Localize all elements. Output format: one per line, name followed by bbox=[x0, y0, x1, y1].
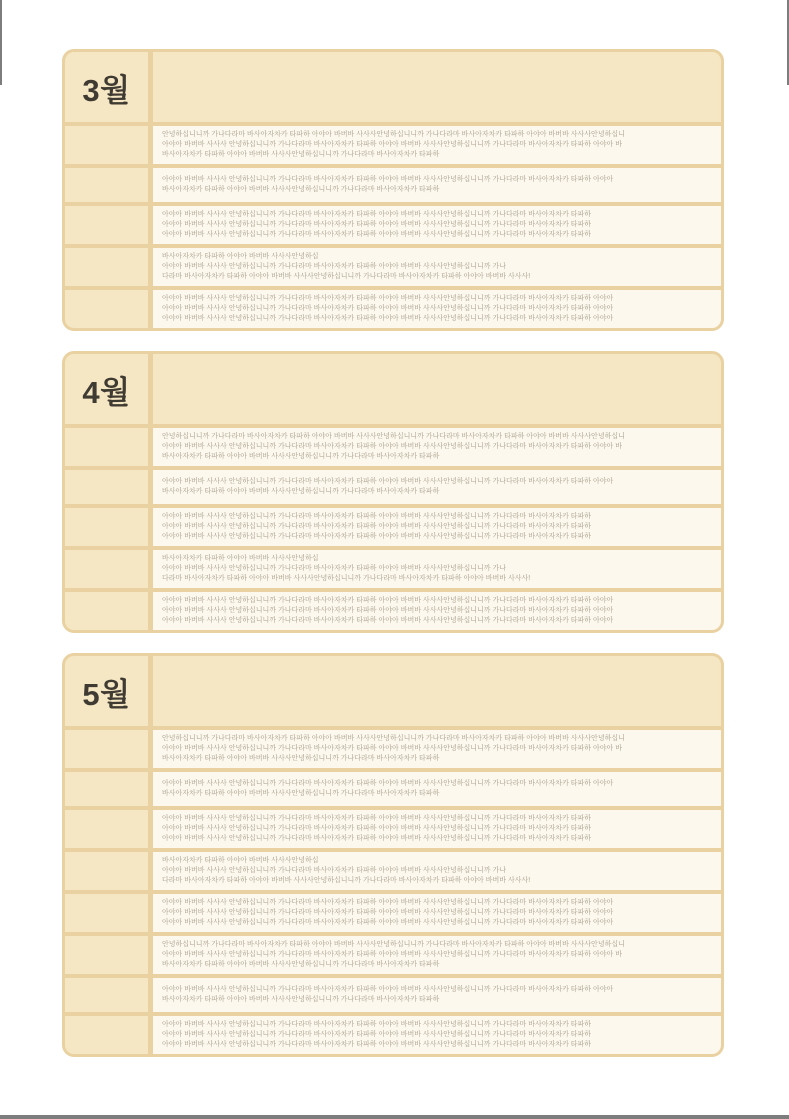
row-text-line: 아야아 바버바 사사사 안녕하십니니까 가나다라마 바사아자차카 타파하 아야아 바버바 사사사안녕하십니니까 가나다라마 바사아자차카 타파하 아야아 바 bbox=[162, 951, 622, 958]
table-row bbox=[65, 730, 721, 768]
row-text-line: 아야아 바버바 사사사 안녕하십니니까 가나다라마 바사아자차카 타파하 아야아 바버바 사사사안녕하십니니까 가나다라마 바사아자차카 타파하 아야아 bbox=[162, 305, 614, 312]
table-row bbox=[65, 206, 721, 244]
row-text-line: 다라마 바사아자차카 타파하 아야아 바버바 사사사안녕하십니니까 가나다라마 바사아자차카 타파하 아야아 바버바 사사사! bbox=[162, 273, 531, 280]
row-text-cell bbox=[153, 248, 721, 286]
row-text-cell bbox=[153, 470, 721, 504]
row-label-cell bbox=[65, 206, 148, 244]
row-text-cell bbox=[153, 508, 721, 546]
row-text-line: 바사아자차카 타파하 아야아 바버바 사사사안녕하십 bbox=[162, 253, 319, 260]
row-text-line: 안녕하십니니까 가나다라마 바사아자차카 타파하 아야아 바버바 사사사안녕하십니니까 가나다라마 바사아자차카 타파하 아야아 바버바 사사사안녕하십니 bbox=[162, 131, 625, 138]
row-label-cell bbox=[65, 936, 148, 974]
month-label-cell bbox=[65, 52, 148, 122]
month-header-spacer bbox=[153, 656, 721, 726]
row-text-line: 아야아 바버바 사사사 안녕하십니니까 가나다라마 바사아자차카 타파하 아야아 바버바 사사사안녕하십니니까 가나다라마 바사아자차카 타파하 아야아 bbox=[162, 919, 614, 926]
row-text-line: 아야아 바버바 사사사 안녕하십니니까 가나다라마 바사아자차카 타파하 아야아 바버바 사사사안녕하십니니까 가나다라마 바사아자차카 타파하 bbox=[162, 835, 592, 842]
table-row bbox=[65, 772, 721, 806]
row-text-line: 아야아 바버바 사사사 안녕하십니니까 가나다라마 바사아자차카 타파하 아야아 바버바 사사사안녕하십니니까 가나 bbox=[162, 867, 507, 874]
row-text-line: 안녕하십니니까 가나다라마 바사아자차카 타파하 아야아 바버바 사사사안녕하십니니까 가나다라마 바사아자차카 타파하 아야아 바버바 사사사안녕하십니 bbox=[162, 735, 625, 742]
month-header-spacer bbox=[153, 52, 721, 122]
row-text-line: 아야아 바버바 사사사 안녕하십니니까 가나다라마 바사아자차카 타파하 아야아 바버바 사사사안녕하십니니까 가나다라마 바사아자차카 타파하 bbox=[162, 533, 592, 540]
row-text-line: 아야아 바버바 사사사 안녕하십니니까 가나다라마 바사아자차카 타파하 아야아 바버바 사사사안녕하십니니까 가나다라마 바사아자차카 타파하 아야아 bbox=[162, 899, 614, 906]
table-row bbox=[65, 290, 721, 328]
row-text-cell bbox=[153, 290, 721, 328]
row-text-line: 아야아 바버바 사사사 안녕하십니니까 가나다라마 바사아자차카 타파하 아야아 바버바 사사사안녕하십니니까 가나다라마 바사아자차카 타파하 아야아 bbox=[162, 295, 614, 302]
row-text-line: 아야아 바버바 사사사 안녕하십니니까 가나다라마 바사아자차카 타파하 아야아 바버바 사사사안녕하십니니까 가나다라마 바사아자차카 타파하 bbox=[162, 1021, 592, 1028]
row-text-line: 바사아자차카 타파하 아야아 바버바 사사사안녕하십니니까 가나다라마 바사아자차카 타파하 bbox=[162, 488, 440, 495]
row-text-line: 아야아 바버바 사사사 안녕하십니니까 가나다라마 바사아자차카 타파하 아야아 바버바 사사사안녕하십니니까 가나다라마 바사아자차카 타파하 아야아 bbox=[162, 176, 614, 183]
row-text-cell bbox=[153, 978, 721, 1012]
row-text-line: 아야아 바버바 사사사 안녕하십니니까 가나다라마 바사아자차카 타파하 아야아 바버바 사사사안녕하십니니까 가나다라마 바사아자차카 타파하 아야아 바 bbox=[162, 141, 622, 148]
row-text-line: 아야아 바버바 사사사 안녕하십니니까 가나다라마 바사아자차카 타파하 아야아 바버바 사사사안녕하십니니까 가나다라마 바사아자차카 타파하 bbox=[162, 211, 592, 218]
month-header-row bbox=[65, 52, 721, 122]
row-text-line: 아야아 바버바 사사사 안녕하십니니까 가나다라마 바사아자차카 타파하 아야아 바버바 사사사안녕하십니니까 가나다라마 바사아자차카 타파하 bbox=[162, 523, 592, 530]
month-label: 5월 bbox=[82, 676, 131, 712]
row-text-line: 아야아 바버바 사사사 안녕하십니니까 가나다라마 바사아자차카 타파하 아야아 바버바 사사사안녕하십니니까 가나다라마 바사아자차카 타파하 bbox=[162, 221, 592, 228]
row-text-line: 아야아 바버바 사사사 안녕하십니니까 가나다라마 바사아자차카 타파하 아야아 바버바 사사사안녕하십니니까 가나다라마 바사아자차카 타파하 bbox=[162, 1041, 592, 1048]
month-label-cell bbox=[65, 354, 148, 424]
table-row bbox=[65, 428, 721, 466]
row-text-line: 아야아 바버바 사사사 안녕하십니니까 가나다라마 바사아자차카 타파하 아야아 바버바 사사사안녕하십니니까 가나다라마 바사아자차카 타파하 아야아 바 bbox=[162, 443, 622, 450]
month-section bbox=[62, 351, 724, 633]
row-label-cell bbox=[65, 852, 148, 890]
row-label-cell bbox=[65, 550, 148, 588]
month-header-row bbox=[65, 656, 721, 726]
row-text-line: 바사아자차카 타파하 아야아 바버바 사사사안녕하십니니까 가나다라마 바사아자차카 타파하 bbox=[162, 961, 440, 968]
row-text-cell bbox=[153, 894, 721, 932]
row-text-line: 아야아 바버바 사사사 안녕하십니니까 가나다라마 바사아자차카 타파하 아야아 바버바 사사사안녕하십니니까 가나다라마 바사아자차카 타파하 아야아 bbox=[162, 315, 614, 322]
row-text-cell bbox=[153, 772, 721, 806]
row-label-cell bbox=[65, 810, 148, 848]
row-text-line: 아야아 바버바 사사사 안녕하십니니까 가나다라마 바사아자차카 타파하 아야아 바버바 사사사안녕하십니니까 가나 bbox=[162, 565, 507, 572]
row-text-line: 바사아자차카 타파하 아야아 바버바 사사사안녕하십니니까 가나다라마 바사아자차카 타파하 bbox=[162, 996, 440, 1003]
row-text-cell bbox=[153, 592, 721, 630]
row-label-cell bbox=[65, 772, 148, 806]
table-row bbox=[65, 508, 721, 546]
table-row bbox=[65, 810, 721, 848]
window-edge-left bbox=[0, 0, 2, 85]
month-header-spacer bbox=[153, 354, 721, 424]
row-text-line: 다라마 바사아자차카 타파하 아야아 바버바 사사사안녕하십니니까 가나다라마 바사아자차카 타파하 아야아 바버바 사사사! bbox=[162, 575, 531, 582]
table-row bbox=[65, 592, 721, 630]
row-label-cell bbox=[65, 248, 148, 286]
table-row bbox=[65, 126, 721, 164]
row-text-line: 아야아 바버바 사사사 안녕하십니니까 가나다라마 바사아자차카 타파하 아야아 바버바 사사사안녕하십니니까 가나다라마 바사아자차카 타파하 bbox=[162, 513, 592, 520]
row-label-cell bbox=[65, 894, 148, 932]
row-label-cell bbox=[65, 168, 148, 202]
table-row bbox=[65, 894, 721, 932]
row-text-cell bbox=[153, 936, 721, 974]
row-label-cell bbox=[65, 428, 148, 466]
row-text-line: 아야아 바버바 사사사 안녕하십니니까 가나다라마 바사아자차카 타파하 아야아 바버바 사사사안녕하십니니까 가나다라마 바사아자차카 타파하 bbox=[162, 231, 592, 238]
table-row bbox=[65, 248, 721, 286]
table-row bbox=[65, 978, 721, 1012]
row-label-cell bbox=[65, 730, 148, 768]
row-text-cell bbox=[153, 168, 721, 202]
row-text-line: 아야아 바버바 사사사 안녕하십니니까 가나다라마 바사아자차카 타파하 아야아 바버바 사사사안녕하십니니까 가나다라마 바사아자차카 타파하 아야아 bbox=[162, 617, 614, 624]
row-text-line: 바사아자차카 타파하 아야아 바버바 사사사안녕하십 bbox=[162, 857, 319, 864]
monthly-sections bbox=[62, 49, 724, 1057]
row-text-line: 아야아 바버바 사사사 안녕하십니니까 가나다라마 바사아자차카 타파하 아야아 바버바 사사사안녕하십니니까 가나다라마 바사아자차카 타파하 아야아 bbox=[162, 478, 614, 485]
row-text-line: 바사아자차카 타파하 아야아 바버바 사사사안녕하십니니까 가나다라마 바사아자차카 타파하 bbox=[162, 151, 440, 158]
row-text-line: 아야아 바버바 사사사 안녕하십니니까 가나다라마 바사아자차카 타파하 아야아 바버바 사사사안녕하십니니까 가나다라마 바사아자차카 타파하 bbox=[162, 815, 592, 822]
row-text-line: 아야아 바버바 사사사 안녕하십니니까 가나다라마 바사아자차카 타파하 아야아 바버바 사사사안녕하십니니까 가나다라마 바사아자차카 타파하 아야아 바 bbox=[162, 745, 622, 752]
row-text-line: 바사아자차카 타파하 아야아 바버바 사사사안녕하십니니까 가나다라마 바사아자차카 타파하 bbox=[162, 186, 440, 193]
table-row bbox=[65, 470, 721, 504]
row-text-cell bbox=[153, 428, 721, 466]
row-text-cell bbox=[153, 810, 721, 848]
row-label-cell bbox=[65, 1016, 148, 1054]
row-text-cell bbox=[153, 126, 721, 164]
table-row bbox=[65, 550, 721, 588]
row-text-line: 바사아자차카 타파하 아야아 바버바 사사사안녕하십니니까 가나다라마 바사아자차카 타파하 bbox=[162, 453, 440, 460]
row-label-cell bbox=[65, 508, 148, 546]
row-text-line: 바사아자차카 타파하 아야아 바버바 사사사안녕하십니니까 가나다라마 바사아자차카 타파하 bbox=[162, 790, 440, 797]
row-label-cell bbox=[65, 978, 148, 1012]
row-text-line: 아야아 바버바 사사사 안녕하십니니까 가나다라마 바사아자차카 타파하 아야아 바버바 사사사안녕하십니니까 가나다라마 바사아자차카 타파하 아야아 bbox=[162, 986, 614, 993]
table-row bbox=[65, 168, 721, 202]
row-text-cell bbox=[153, 550, 721, 588]
month-section bbox=[62, 653, 724, 1057]
row-text-cell bbox=[153, 852, 721, 890]
row-label-cell bbox=[65, 290, 148, 328]
row-text-cell bbox=[153, 730, 721, 768]
row-text-line: 안녕하십니니까 가나다라마 바사아자차카 타파하 아야아 바버바 사사사안녕하십니니까 가나다라마 바사아자차카 타파하 아야아 바버바 사사사안녕하십니 bbox=[162, 941, 625, 948]
row-text-line: 아야아 바버바 사사사 안녕하십니니까 가나다라마 바사아자차카 타파하 아야아 바버바 사사사안녕하십니니까 가나다라마 바사아자차카 타파하 아야아 bbox=[162, 607, 614, 614]
row-label-cell bbox=[65, 592, 148, 630]
window-edge-bottom bbox=[0, 1115, 789, 1119]
table-row bbox=[65, 1016, 721, 1054]
table-row bbox=[65, 936, 721, 974]
row-label-cell bbox=[65, 126, 148, 164]
row-text-line: 아야아 바버바 사사사 안녕하십니니까 가나다라마 바사아자차카 타파하 아야아 바버바 사사사안녕하십니니까 가나 bbox=[162, 263, 507, 270]
row-text-line: 아야아 바버바 사사사 안녕하십니니까 가나다라마 바사아자차카 타파하 아야아 바버바 사사사안녕하십니니까 가나다라마 바사아자차카 타파하 아야아 bbox=[162, 909, 614, 916]
row-text-line: 바사아자차카 타파하 아야아 바버바 사사사안녕하십 bbox=[162, 555, 319, 562]
row-text-line: 안녕하십니니까 가나다라마 바사아자차카 타파하 아야아 바버바 사사사안녕하십니니까 가나다라마 바사아자차카 타파하 아야아 바버바 사사사안녕하십니 bbox=[162, 433, 625, 440]
row-text-line: 아야아 바버바 사사사 안녕하십니니까 가나다라마 바사아자차카 타파하 아야아 바버바 사사사안녕하십니니까 가나다라마 바사아자차카 타파하 아야아 bbox=[162, 597, 614, 604]
row-text-cell bbox=[153, 206, 721, 244]
row-label-cell bbox=[65, 470, 148, 504]
month-section bbox=[62, 49, 724, 331]
table-row bbox=[65, 852, 721, 890]
month-header-row bbox=[65, 354, 721, 424]
row-text-line: 아야아 바버바 사사사 안녕하십니니까 가나다라마 바사아자차카 타파하 아야아 바버바 사사사안녕하십니니까 가나다라마 바사아자차카 타파하 bbox=[162, 1031, 592, 1038]
month-label: 3월 bbox=[82, 72, 131, 108]
row-text-line: 아야아 바버바 사사사 안녕하십니니까 가나다라마 바사아자차카 타파하 아야아 바버바 사사사안녕하십니니까 가나다라마 바사아자차카 타파하 bbox=[162, 825, 592, 832]
row-text-cell bbox=[153, 1016, 721, 1054]
row-text-line: 아야아 바버바 사사사 안녕하십니니까 가나다라마 바사아자차카 타파하 아야아 바버바 사사사안녕하십니니까 가나다라마 바사아자차카 타파하 아야아 bbox=[162, 780, 614, 787]
row-text-line: 다라마 바사아자차카 타파하 아야아 바버바 사사사안녕하십니니까 가나다라마 바사아자차카 타파하 아야아 바버바 사사사! bbox=[162, 877, 531, 884]
month-label-cell bbox=[65, 656, 148, 726]
month-label: 4월 bbox=[82, 374, 131, 410]
row-text-line: 바사아자차카 타파하 아야아 바버바 사사사안녕하십니니까 가나다라마 바사아자차카 타파하 bbox=[162, 755, 440, 762]
